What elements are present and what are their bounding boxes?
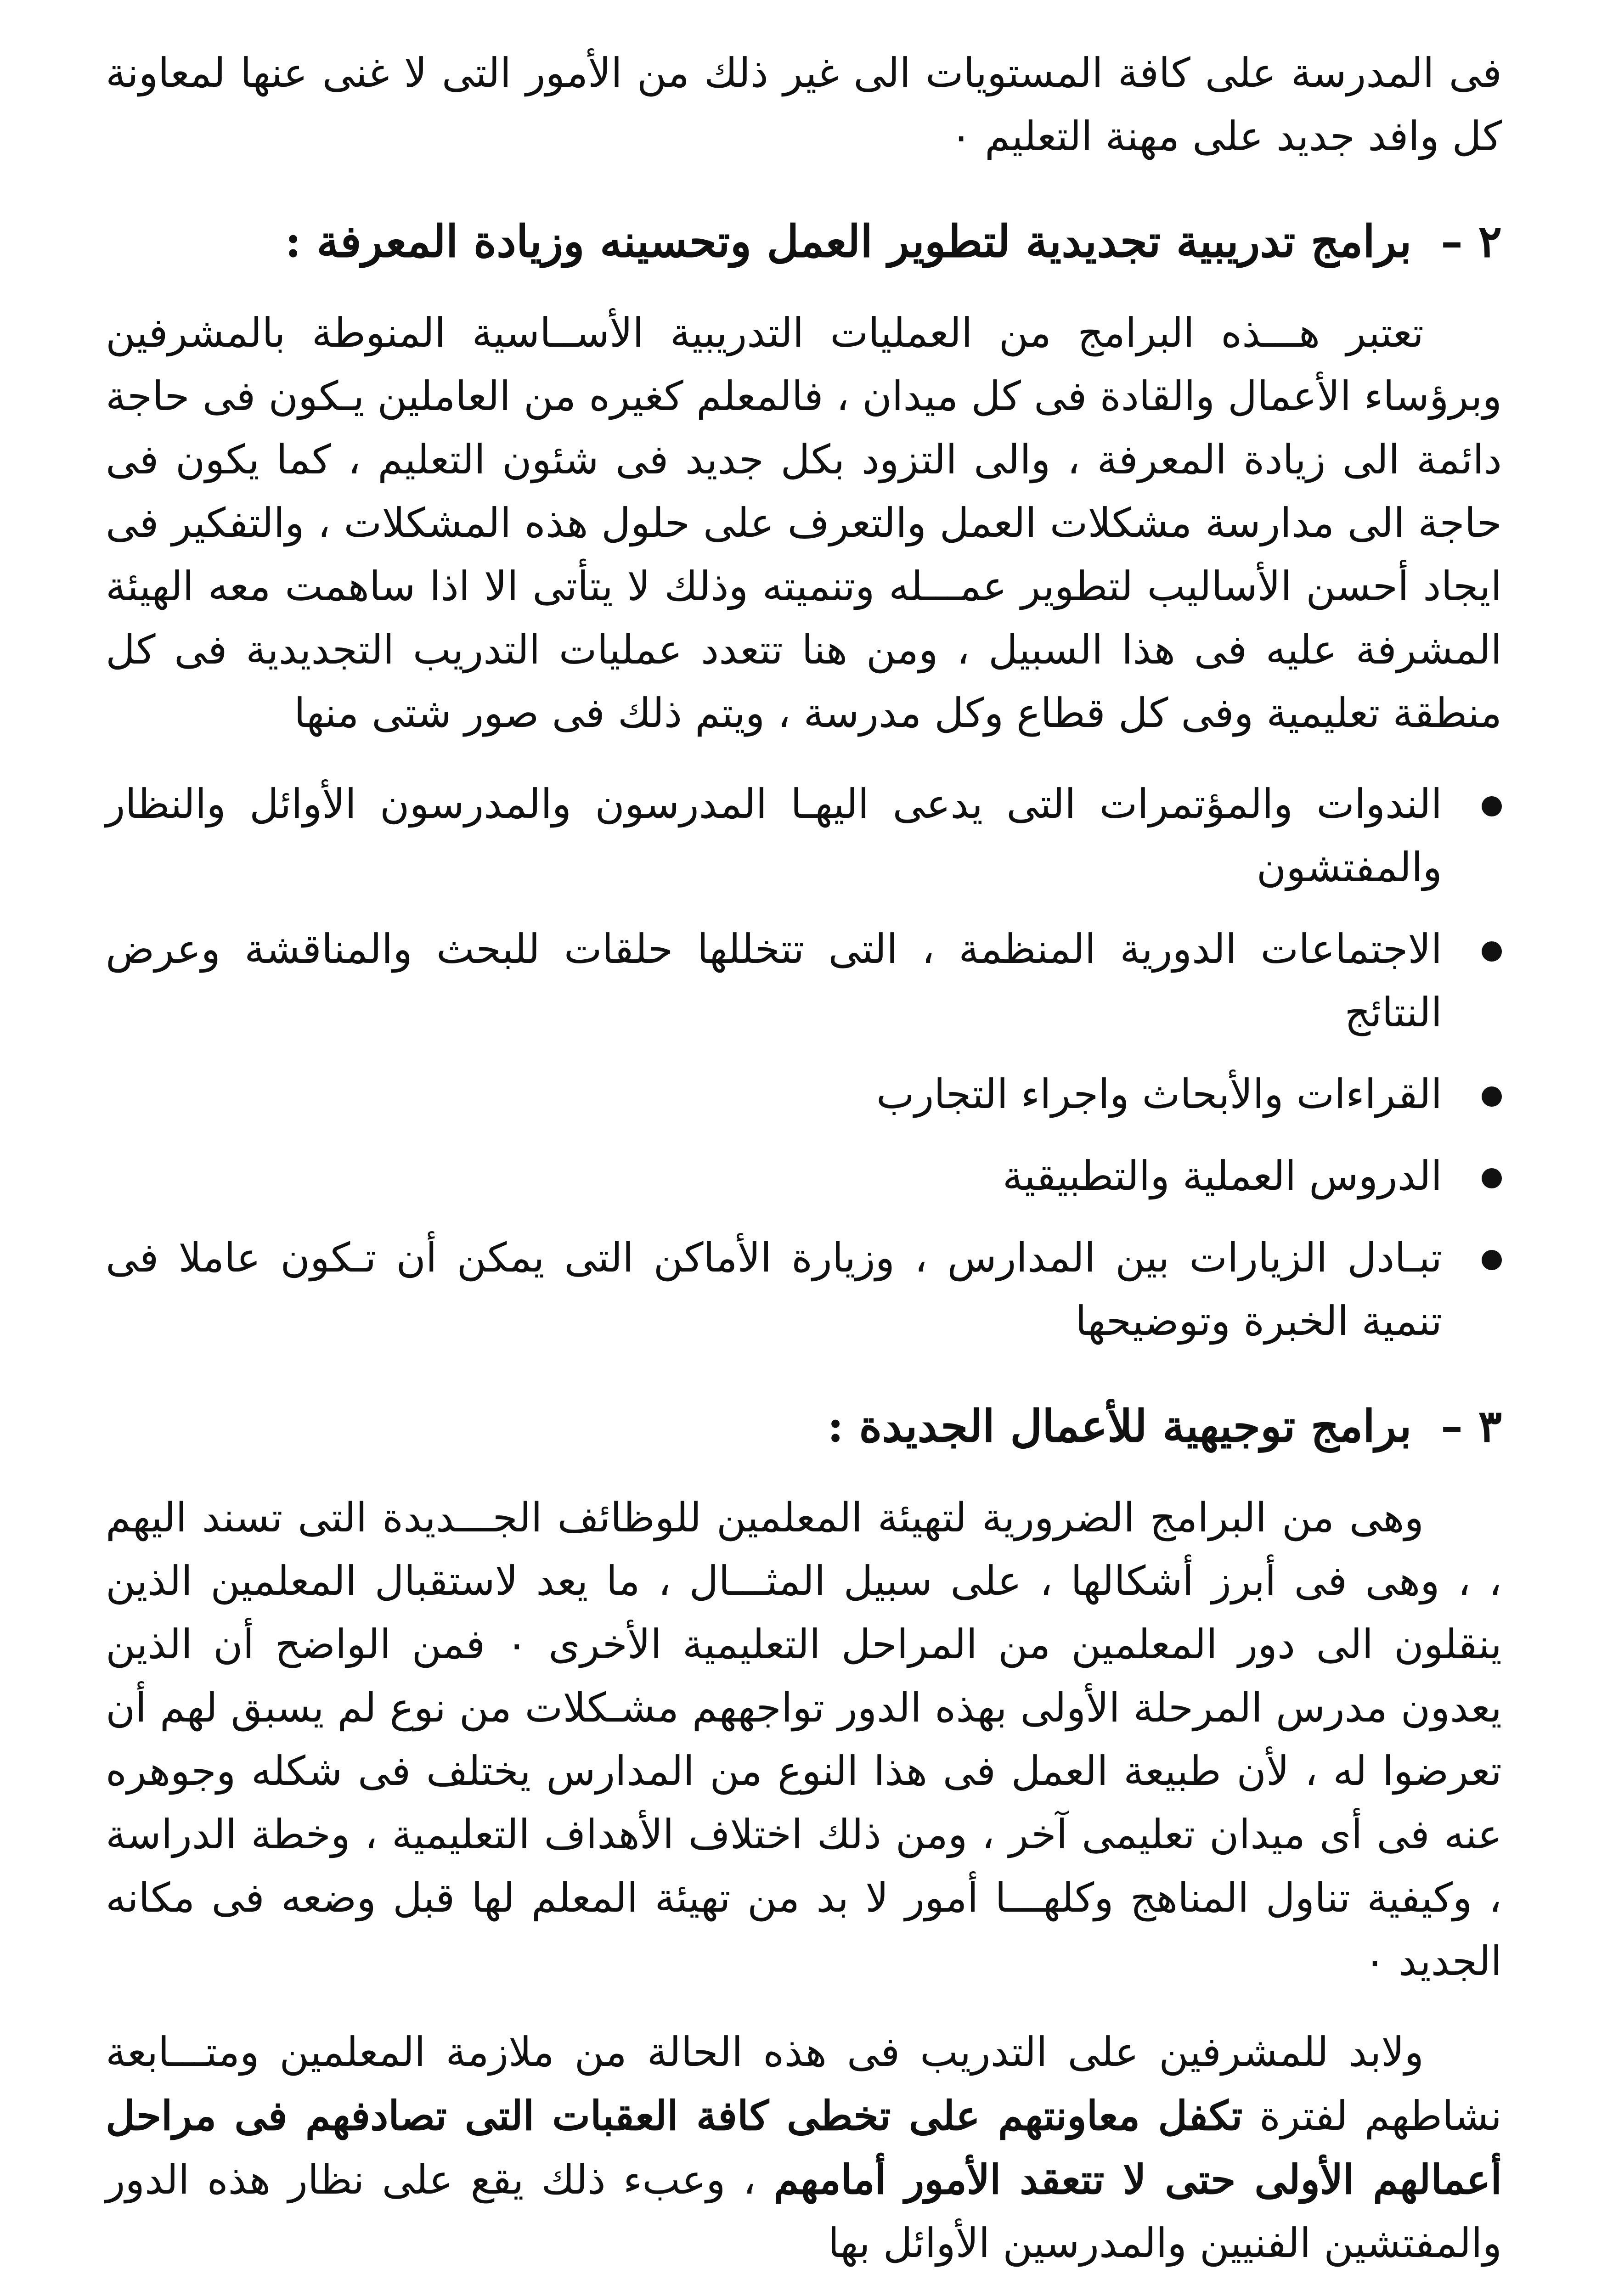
bullet-item: [106, 1144, 1502, 1208]
bullet-dot-icon: [1482, 1168, 1502, 1188]
section-2-heading: [106, 209, 1502, 274]
section-3-paragraph-2: [106, 2020, 1502, 2275]
book-page: [106, 41, 1502, 2296]
bullet-text: الندوات والمؤتمرات التى يدعى اليهـا المدرسون والمدرسون الأوائل والنظار والمفتشون: [106, 780, 1442, 891]
bullet-dot-icon: [1482, 941, 1502, 962]
bullet-item: [106, 917, 1502, 1044]
bullet-dot-icon: [1482, 1250, 1502, 1270]
paragraph-2-end: ، وعبء ذلك يقع على نظار هذه الدور والمفتشين الفنيين والمدرسين الأوائل بها: [106, 2156, 1502, 2267]
bullet-dot-icon: [1482, 796, 1502, 816]
bullet-text: القراءات والأبحاث واجراء التجارب: [876, 1070, 1442, 1118]
section-3-paragraph-1: وهى من البرامج الضرورية لتهيئة المعلمين للوظائف الجـــديدة التى تسند اليهم ، ، وهى فى أبرز أشكالها ، على سبيل المثـــال ، ما يعد لاستقبال المعلمين الذين ينقلون الى دور المعلمين من المراحل التعليمية الأخرى ٠ فمن الواضح أن الذين يعدون مدرس المرحلة الأولى بهذه الدور تواجههم مشـكلات من نوع لم يسبق لهم أن تعرضوا له ، لأن طبيعة العمل فى هذا النوع من المدارس يختلف فى شكله وجوهره عنه فى أى ميدان تعليمى آخر ، ومن ذلك اختلاف الأهداف التعليمية ، وخطة الدراسة ، وكيفية تناول المناهج وكلهـــا أمور لا بد من تهيئة المعلم لها قبل وضعه فى مكانه الجديد ٠: [106, 1494, 1502, 1985]
section-3-number: ٣ –: [1441, 1400, 1502, 1452]
bullet-item: [106, 772, 1502, 899]
section-2-title: برامج تدريبية تجديدية لتطوير العمل وتحسينه وزيادة المعرفة :: [285, 215, 1412, 267]
bullet-text: الاجتماعات الدورية المنظمة ، التى تتخللها حلقات للبحث والمناقشة وعرض النتائج: [106, 925, 1442, 1036]
bullet-item: [106, 1063, 1502, 1126]
paragraph-2-bold-text: تكفل معاونتهم على تخطى كافة العقبات التى تصادفهم فى مراحل أعمالهم الأولى حتى لا تتعقد الأمور أمامهم: [106, 2092, 1502, 2203]
intro-paragraph: فى المدرسة على كافة المستويات الى غير ذلك من الأمور التى لا غنى عنها لمعاونة كل وافد جديد على مهنة التعليم ٠: [106, 49, 1502, 160]
section-3-title: برامج توجيهية للأعمال الجديدة :: [827, 1400, 1412, 1452]
section-2-paragraph: تعتبر هـــذه البرامج من العمليات التدريبية الأســاسية المنوطة بالمشرفين وبرؤساء الأعمال والقادة فى كل ميدان ، فالمعلم كغيره من العاملين يـكون فى حاجة دائمة الى زيادة المعرفة ، والى التزود بكل جديد فى شئون التعليم ، كما يكون فى حاجة الى مدارسة مشكلات العمل والتعرف على حلول هذه المشكلات ، والتفكير فى ايجاد أحسن الأساليب لتطوير عمـــله وتنميته وذلك لا يتأتى الا اذا ساهمت معه الهيئة المشرفة عليه فى هذا السبيل ، ومن هنا تتعدد عمليات التدريب التجديدية فى كل منطقة تعليمية وفى كل قطاع وكل مدرسة ، ويتم ذلك فى صور شتى منها: [106, 309, 1502, 737]
bullet-dot-icon: [1482, 1086, 1502, 1107]
section-2-bullet-list: [106, 772, 1502, 1353]
bullet-text: الدروس العملية والتطبيقية: [1002, 1152, 1442, 1199]
bullet-item: [106, 1226, 1502, 1353]
section-3-heading: [106, 1394, 1502, 1458]
paragraph-2-start: ولابد للمشرفين على التدريب فى هذه الحالة من ملازمة المعلمين ومتـــابعة نشاطهم لفترة: [106, 2028, 1502, 2139]
bullet-text: تبـادل الزيارات بين المدارس ، وزيارة الأماكن التى يمكن أن تـكون عاملا فى تنمية الخبرة وتوضيحها: [106, 1234, 1442, 1345]
section-2-number: ٢ –: [1441, 215, 1502, 267]
